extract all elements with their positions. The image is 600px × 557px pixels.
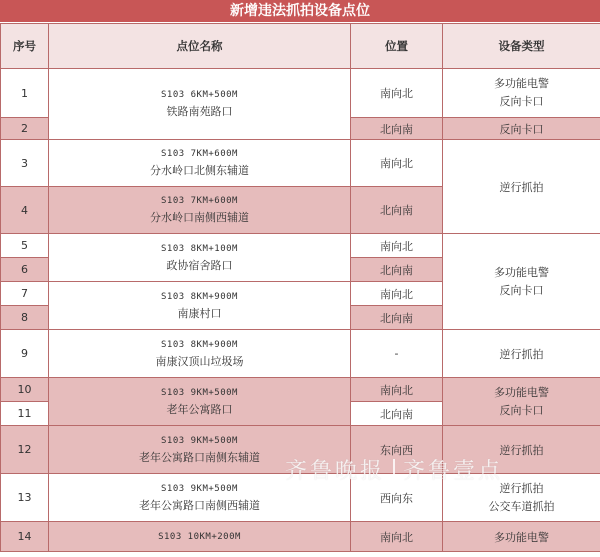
row-index: 1	[1, 69, 49, 118]
position-cell: 北向南	[351, 306, 443, 330]
position-cell: 西向东	[351, 474, 443, 522]
position-cell: 北向南	[351, 258, 443, 282]
row-index: 5	[1, 234, 49, 258]
table-row	[1, 330, 600, 378]
point-name-cell	[49, 282, 351, 330]
table-row	[1, 234, 600, 258]
type-cell: 多功能电警	[443, 522, 600, 552]
point-name: 铁路南苑路口	[166, 105, 233, 118]
type-cell: 逆行抓拍	[443, 330, 600, 378]
point-name-cell	[49, 330, 351, 378]
type-line: 反向卡口	[499, 95, 544, 108]
row-index: 8	[1, 306, 49, 330]
point-name: 老年公寓路口南侧东辅道	[139, 450, 260, 464]
point-name: 政协宿舍路口	[166, 258, 233, 272]
point-code: S103 9KM+500M	[161, 483, 238, 494]
point-name: 老年公寓路口	[166, 402, 233, 416]
watermark-left: 齐鲁晚报	[285, 459, 386, 484]
row-index: 9	[1, 330, 49, 378]
table-title: 新增违法抓拍设备点位	[0, 0, 600, 22]
watermark	[285, 452, 575, 492]
point-name: 南康村口	[177, 306, 222, 320]
point-code: S103 10KM+200M	[158, 531, 241, 542]
position-cell: 北向南	[351, 118, 443, 140]
type-line: 反向卡口	[499, 403, 544, 417]
type-cell	[443, 234, 600, 330]
point-name: 南康汉顶山垃圾场	[155, 354, 244, 368]
point-name: 分水岭口北侧东辅道	[150, 164, 249, 177]
type-cell	[443, 69, 600, 118]
header-name: 点位名称	[49, 24, 351, 69]
point-code: S103 8KM+900M	[161, 291, 238, 302]
header-type: 设备类型	[443, 24, 600, 69]
point-code: S103 9KM+500M	[161, 387, 238, 398]
point-name-cell	[49, 522, 351, 552]
row-index: 4	[1, 187, 49, 234]
position-cell: -	[351, 330, 443, 378]
type-line: 公交车道抓拍	[488, 499, 555, 513]
type-line: 反向卡口	[499, 283, 544, 297]
row-index: 7	[1, 282, 49, 306]
type-line: 逆行抓拍	[499, 481, 544, 495]
point-name-cell	[49, 69, 351, 140]
watermark-right: 齐鲁壹点	[403, 459, 504, 484]
header-row	[1, 24, 600, 69]
point-code: S103 6KM+500M	[161, 90, 238, 100]
position-cell: 北向南	[351, 187, 443, 234]
position-cell: 南向北	[351, 378, 443, 402]
position-cell: 东向西	[351, 426, 443, 474]
position-cell: 南向北	[351, 234, 443, 258]
type-cell: 反向卡口	[443, 118, 600, 140]
header-index: 序号	[1, 24, 49, 69]
row-index: 14	[1, 522, 49, 552]
type-line: 多功能电警	[494, 385, 549, 399]
table-row	[1, 69, 600, 118]
watermark-divider	[393, 459, 395, 485]
point-name: 老年公寓路口南侧西辅道	[139, 498, 260, 512]
table-row	[1, 378, 600, 402]
type-cell: 逆行抓拍	[443, 426, 600, 474]
point-name-cell	[49, 234, 351, 282]
point-code: S103 7KM+600M	[161, 149, 238, 159]
point-code: S103 7KM+600M	[161, 196, 238, 206]
point-code: S103 8KM+900M	[161, 339, 238, 350]
row-index: 13	[1, 474, 49, 522]
type-cell	[443, 378, 600, 426]
position-cell: 南向北	[351, 140, 443, 187]
table-row	[1, 140, 600, 187]
position-cell: 南向北	[351, 522, 443, 552]
point-name-cell	[49, 187, 351, 234]
point-name-cell	[49, 140, 351, 187]
type-line: 多功能电警	[494, 77, 549, 90]
header-position: 位置	[351, 24, 443, 69]
point-name-cell	[49, 378, 351, 426]
row-index: 2	[1, 118, 49, 140]
row-index: 6	[1, 258, 49, 282]
row-index: 10	[1, 378, 49, 402]
type-cell: 逆行抓拍	[443, 140, 600, 234]
row-index: 3	[1, 140, 49, 187]
point-name: 分水岭口南侧西辅道	[150, 211, 249, 224]
position-cell: 南向北	[351, 69, 443, 118]
row-index: 11	[1, 402, 49, 426]
position-cell: 南向北	[351, 282, 443, 306]
type-line: 多功能电警	[494, 265, 549, 279]
table-row	[1, 522, 600, 552]
point-code: S103 9KM+500M	[161, 435, 238, 446]
point-code: S103 8KM+100M	[161, 243, 238, 254]
position-cell: 北向南	[351, 402, 443, 426]
row-index: 12	[1, 426, 49, 474]
